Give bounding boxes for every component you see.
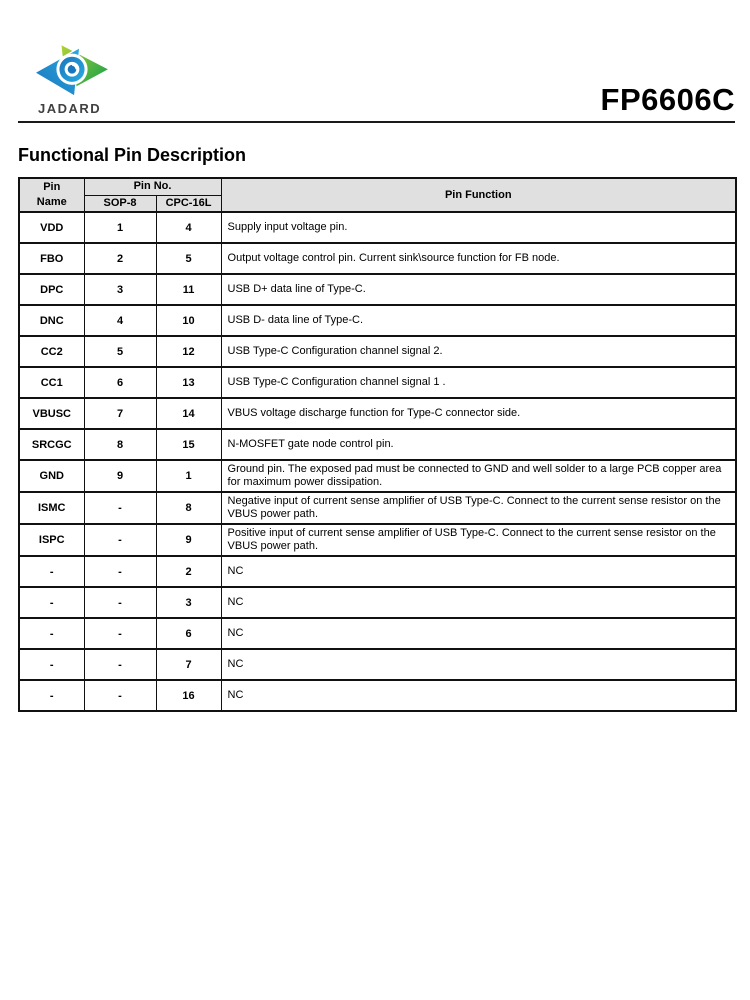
sop8-pin-cell: - xyxy=(84,556,156,587)
pin-name-cell: VDD xyxy=(19,212,84,243)
sop8-pin-cell: 1 xyxy=(84,212,156,243)
brand-name: JADARD xyxy=(38,101,102,116)
pin-table-body xyxy=(19,212,736,711)
cpc16l-pin-cell: 7 xyxy=(156,649,221,680)
cpc16l-pin-cell: 5 xyxy=(156,243,221,274)
pin-name-cell: SRCGC xyxy=(19,429,84,460)
pin-table-header xyxy=(19,178,736,212)
pin-function-cell: USB D+ data line of Type-C. xyxy=(221,274,736,305)
sop8-pin-cell: 9 xyxy=(84,460,156,492)
pin-name-cell: ISPC xyxy=(19,524,84,556)
sop8-pin-cell: 2 xyxy=(84,243,156,274)
pin-function-cell: NC xyxy=(221,649,736,680)
header-pin-function: Pin Function xyxy=(221,178,736,212)
table-row xyxy=(19,398,736,429)
cpc16l-pin-cell: 3 xyxy=(156,587,221,618)
pin-function-cell: Supply input voltage pin. xyxy=(221,212,736,243)
header-pin-no: Pin No. xyxy=(84,178,221,195)
table-row xyxy=(19,243,736,274)
pin-function-cell: Negative input of current sense amplifier of USB Type-C. Connect to the current sense resistor on the VBUS power path. xyxy=(221,492,736,524)
pin-name-cell: CC2 xyxy=(19,336,84,367)
pin-function-cell: Positive input of current sense amplifier of USB Type-C. Connect to the current sense resistor on the VBUS power path. xyxy=(221,524,736,556)
cpc16l-pin-cell: 2 xyxy=(156,556,221,587)
cpc16l-pin-cell: 8 xyxy=(156,492,221,524)
sop8-pin-cell: 3 xyxy=(84,274,156,305)
cpc16l-pin-cell: 15 xyxy=(156,429,221,460)
table-row xyxy=(19,587,736,618)
pin-name-cell: ISMC xyxy=(19,492,84,524)
cpc16l-pin-cell: 14 xyxy=(156,398,221,429)
pin-name-cell: - xyxy=(19,649,84,680)
pin-name-cell: - xyxy=(19,587,84,618)
sop8-pin-cell: - xyxy=(84,680,156,711)
sop8-pin-cell: 7 xyxy=(84,398,156,429)
pin-name-cell: - xyxy=(19,556,84,587)
sop8-pin-cell: - xyxy=(84,649,156,680)
section-title: Functional Pin Description xyxy=(18,145,247,165)
pin-name-cell: - xyxy=(19,680,84,711)
table-row xyxy=(19,618,736,649)
table-row xyxy=(19,680,736,711)
cpc16l-pin-cell: 11 xyxy=(156,274,221,305)
part-number: FP6606C xyxy=(600,82,735,117)
pin-name-cell: DPC xyxy=(19,274,84,305)
pin-name-cell: FBO xyxy=(19,243,84,274)
pin-function-cell: USB Type-C Configuration channel signal 1 . xyxy=(221,367,736,398)
pin-name-cell: - xyxy=(19,618,84,649)
pin-description-table xyxy=(18,177,737,712)
pin-function-cell: NC xyxy=(221,587,736,618)
cpc16l-pin-cell: 12 xyxy=(156,336,221,367)
table-row xyxy=(19,274,736,305)
brand-block xyxy=(33,42,143,116)
pin-function-cell: NC xyxy=(221,680,736,711)
table-row xyxy=(19,460,736,492)
table-row xyxy=(19,305,736,336)
sop8-pin-cell: 5 xyxy=(84,336,156,367)
header-pin-name-line2: Name xyxy=(36,196,67,208)
header-sop8: SOP-8 xyxy=(84,195,156,212)
sop8-pin-cell: - xyxy=(84,587,156,618)
sop8-pin-cell: 6 xyxy=(84,367,156,398)
sop8-pin-cell: 4 xyxy=(84,305,156,336)
pin-name-cell: DNC xyxy=(19,305,84,336)
pin-function-cell: USB D- data line of Type-C. xyxy=(221,305,736,336)
cpc16l-pin-cell: 1 xyxy=(156,460,221,492)
pin-function-cell: N-MOSFET gate node control pin. xyxy=(221,429,736,460)
pin-function-cell: VBUS voltage discharge function for Type-C connector side. xyxy=(221,398,736,429)
pin-function-cell: Output voltage control pin. Current sink\source function for FB node. xyxy=(221,243,736,274)
pin-name-cell: VBUSC xyxy=(19,398,84,429)
cpc16l-pin-cell: 6 xyxy=(156,618,221,649)
table-row xyxy=(19,649,736,680)
table-row xyxy=(19,336,736,367)
sop8-pin-cell: - xyxy=(84,492,156,524)
pin-function-cell: Ground pin. The exposed pad must be connected to GND and well solder to a large PCB copper area for maximum power dissipation. xyxy=(221,460,736,492)
cpc16l-pin-cell: 4 xyxy=(156,212,221,243)
table-row xyxy=(19,367,736,398)
cpc16l-pin-cell: 10 xyxy=(156,305,221,336)
cpc16l-pin-cell: 16 xyxy=(156,680,221,711)
header-cpc16l: CPC-16L xyxy=(156,195,221,212)
sop8-pin-cell: - xyxy=(84,618,156,649)
table-row xyxy=(19,524,736,556)
header-pin-name-line1: Pin xyxy=(43,181,61,193)
pin-name-cell: GND xyxy=(19,460,84,492)
table-row xyxy=(19,492,736,524)
cpc16l-pin-cell: 13 xyxy=(156,367,221,398)
pin-function-cell: NC xyxy=(221,556,736,587)
cpc16l-pin-cell: 9 xyxy=(156,524,221,556)
header-divider xyxy=(18,121,735,123)
sop8-pin-cell: - xyxy=(84,524,156,556)
table-row xyxy=(19,212,736,243)
header-pin-name xyxy=(19,178,84,212)
table-row xyxy=(19,429,736,460)
sop8-pin-cell: 8 xyxy=(84,429,156,460)
pin-function-cell: NC xyxy=(221,618,736,649)
table-row xyxy=(19,556,736,587)
pin-function-cell: USB Type-C Configuration channel signal 2. xyxy=(221,336,736,367)
pin-name-cell: CC1 xyxy=(19,367,84,398)
jadard-logo-icon xyxy=(33,42,111,100)
